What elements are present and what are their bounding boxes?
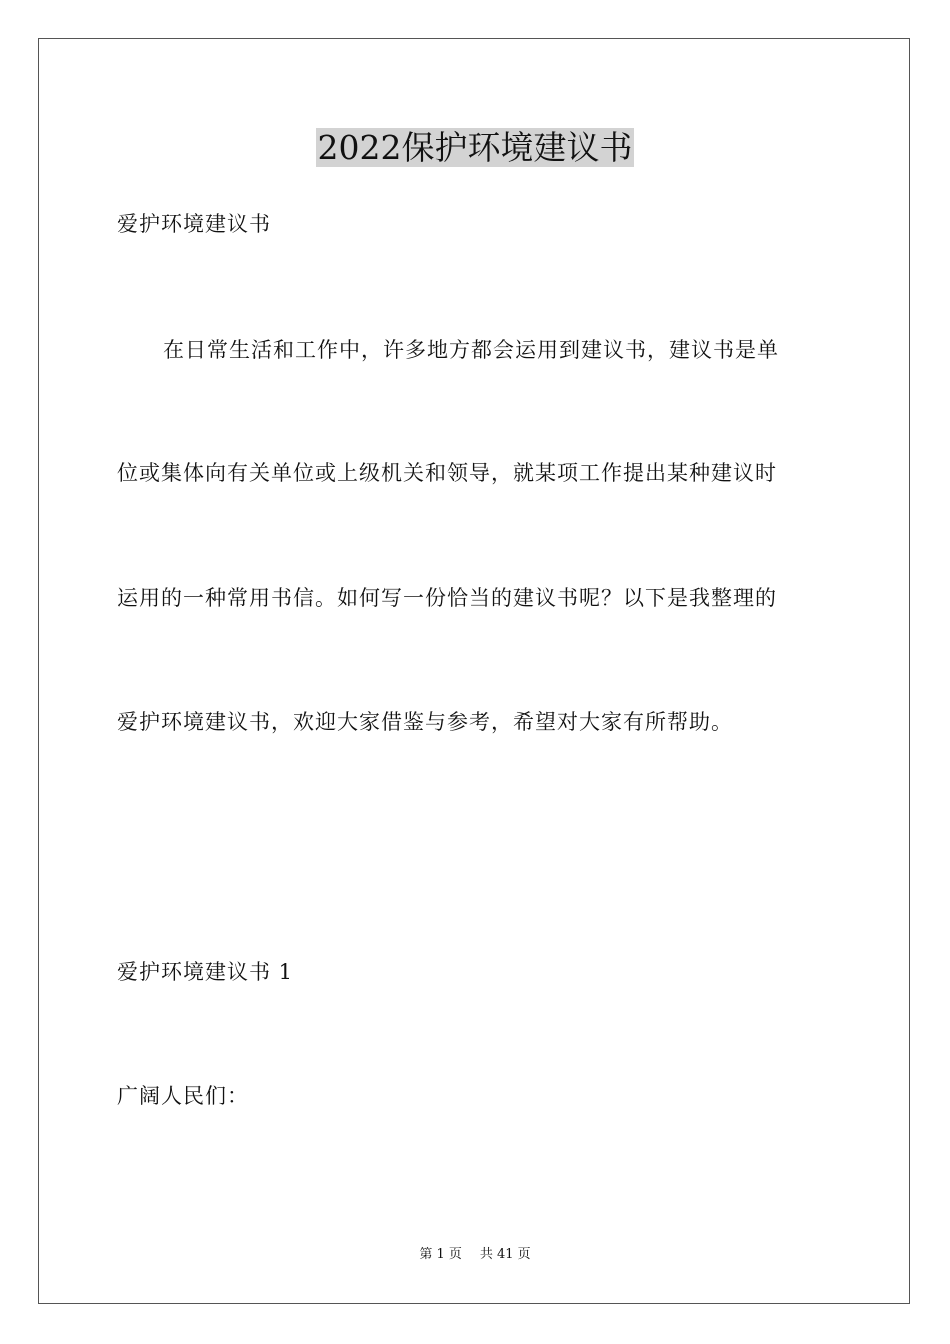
subtitle: 爱护环境建议书 [117, 212, 271, 236]
document-title-text: 2022保护环境建议书 [317, 128, 633, 167]
page-number-current: 第 1 页 [419, 1247, 462, 1262]
page-number-total: 共 41 页 [479, 1247, 531, 1262]
salutation: 广阔人民们： [117, 1084, 249, 1108]
intro-line-4: 爱护环境建议书，欢迎大家借鉴与参考，希望对大家有所帮助。 [117, 710, 733, 734]
intro-line-1: 在日常生活和工作中，许多地方都会运用到建议书，建议书是单 [163, 338, 779, 362]
document-title [0, 126, 950, 170]
page-footer [0, 1246, 950, 1264]
section-heading: 爱护环境建议书 1 [117, 960, 294, 984]
intro-line-3: 运用的一种常用书信。如何写一份恰当的建议书呢？以下是我整理的 [117, 586, 777, 610]
intro-line-2: 位或集体向有关单位或上级机关和领导，就某项工作提出某种建议时 [117, 461, 777, 485]
